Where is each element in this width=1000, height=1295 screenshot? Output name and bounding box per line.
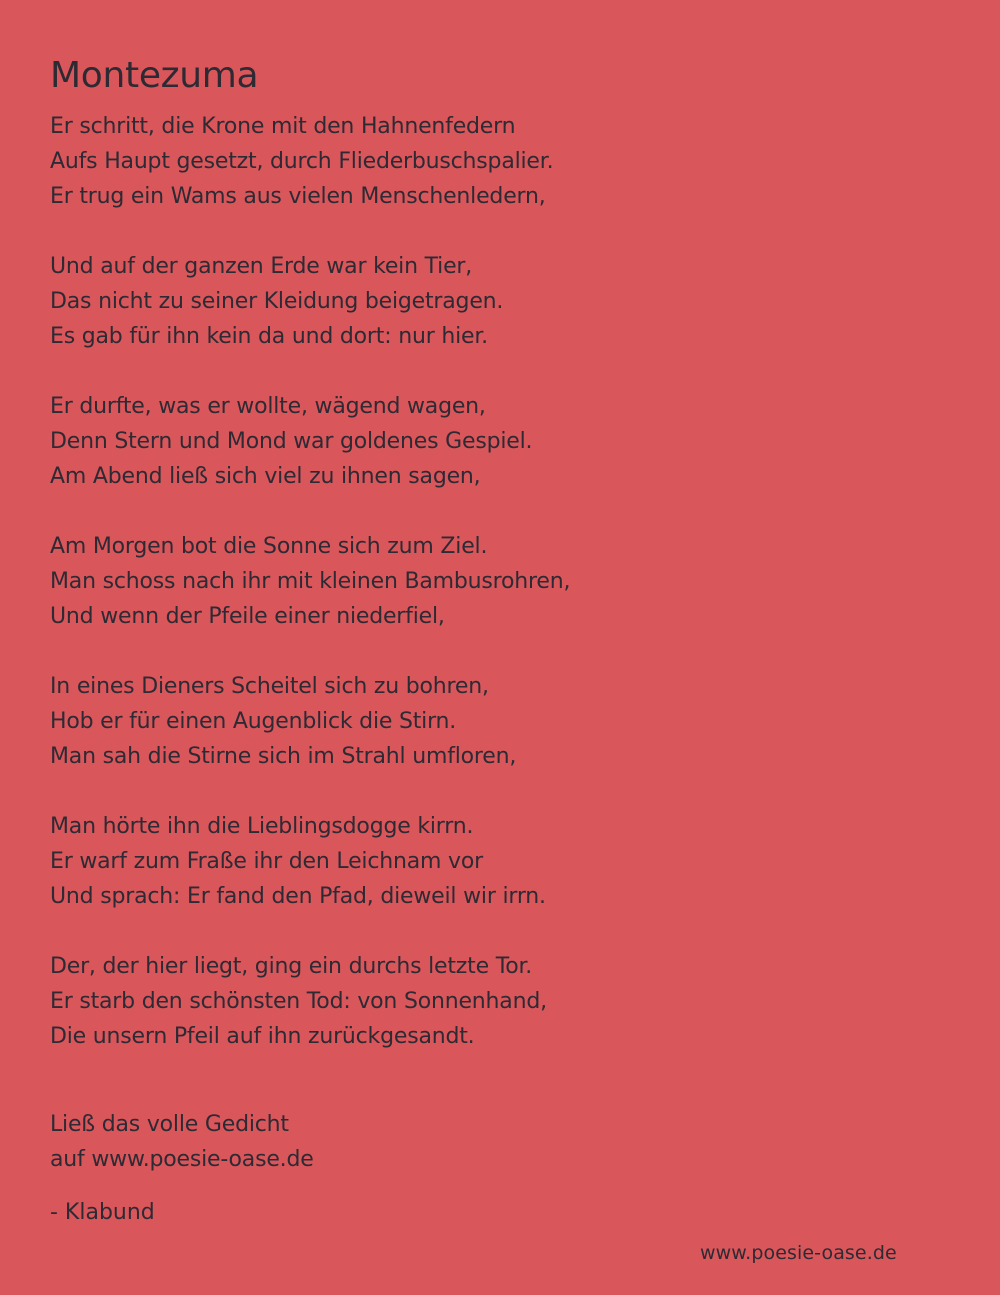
stanza-7 (50, 949, 950, 1054)
stanza-1 (50, 109, 950, 214)
stanza-6 (50, 809, 950, 914)
verse-line: Er durfte, was er wollte, wägend wagen, (50, 394, 486, 419)
verse-line: Er trug ein Wams aus vielen Menschenledern, (50, 184, 546, 209)
read-full-poem-note (50, 1107, 950, 1177)
stanza-5 (50, 669, 950, 774)
verse-line: Er starb den schönsten Tod: von Sonnenhand, (50, 989, 547, 1014)
verse-line: Denn Stern und Mond war goldenes Gespiel. (50, 429, 533, 454)
verse-line: Und sprach: Er fand den Pfad, dieweil wir irrn. (50, 884, 546, 909)
verse-line: Am Morgen bot die Sonne sich zum Ziel. (50, 534, 488, 559)
stanza-3 (50, 389, 950, 494)
verse-line: Man schoss nach ihr mit kleinen Bambusrohren, (50, 569, 571, 594)
verse-line: Und auf der ganzen Erde war kein Tier, (50, 254, 473, 279)
footer-website-url: www.poesie-oase.de (700, 1242, 897, 1264)
verse-line: Das nicht zu seiner Kleidung beigetragen. (50, 289, 504, 314)
poem-page (50, 52, 950, 1230)
stanza-2 (50, 249, 950, 354)
poem-author: - Klabund (50, 1200, 155, 1225)
verse-line: Man sah die Stirne sich im Strahl umfloren, (50, 744, 517, 769)
verse-line: Man hörte ihn die Lieblingsdogge kirrn. (50, 814, 474, 839)
poem-title: Montezuma (50, 55, 259, 96)
verse-line: In eines Dieners Scheitel sich zu bohren, (50, 674, 489, 699)
verse-line: Und wenn der Pfeile einer niederfiel, (50, 604, 445, 629)
verse-line: Der, der hier liegt, ging ein durchs letzte Tor. (50, 954, 533, 979)
verse-line: Am Abend ließ sich viel zu ihnen sagen, (50, 464, 481, 489)
cta-line-2: auf www.poesie-oase.de (50, 1147, 314, 1172)
verse-line: Er schritt, die Krone mit den Hahnenfedern (50, 114, 516, 139)
verse-line: Aufs Haupt gesetzt, durch Fliederbuschspalier. (50, 149, 554, 174)
verse-line: Es gab für ihn kein da und dort: nur hier. (50, 324, 488, 349)
verse-line: Hob er für einen Augenblick die Stirn. (50, 709, 457, 734)
verse-line: Die unsern Pfeil auf ihn zurückgesandt. (50, 1024, 475, 1049)
verse-line: Er warf zum Fraße ihr den Leichnam vor (50, 849, 483, 874)
cta-line-1: Ließ das volle Gedicht (50, 1112, 289, 1137)
stanza-4 (50, 529, 950, 634)
